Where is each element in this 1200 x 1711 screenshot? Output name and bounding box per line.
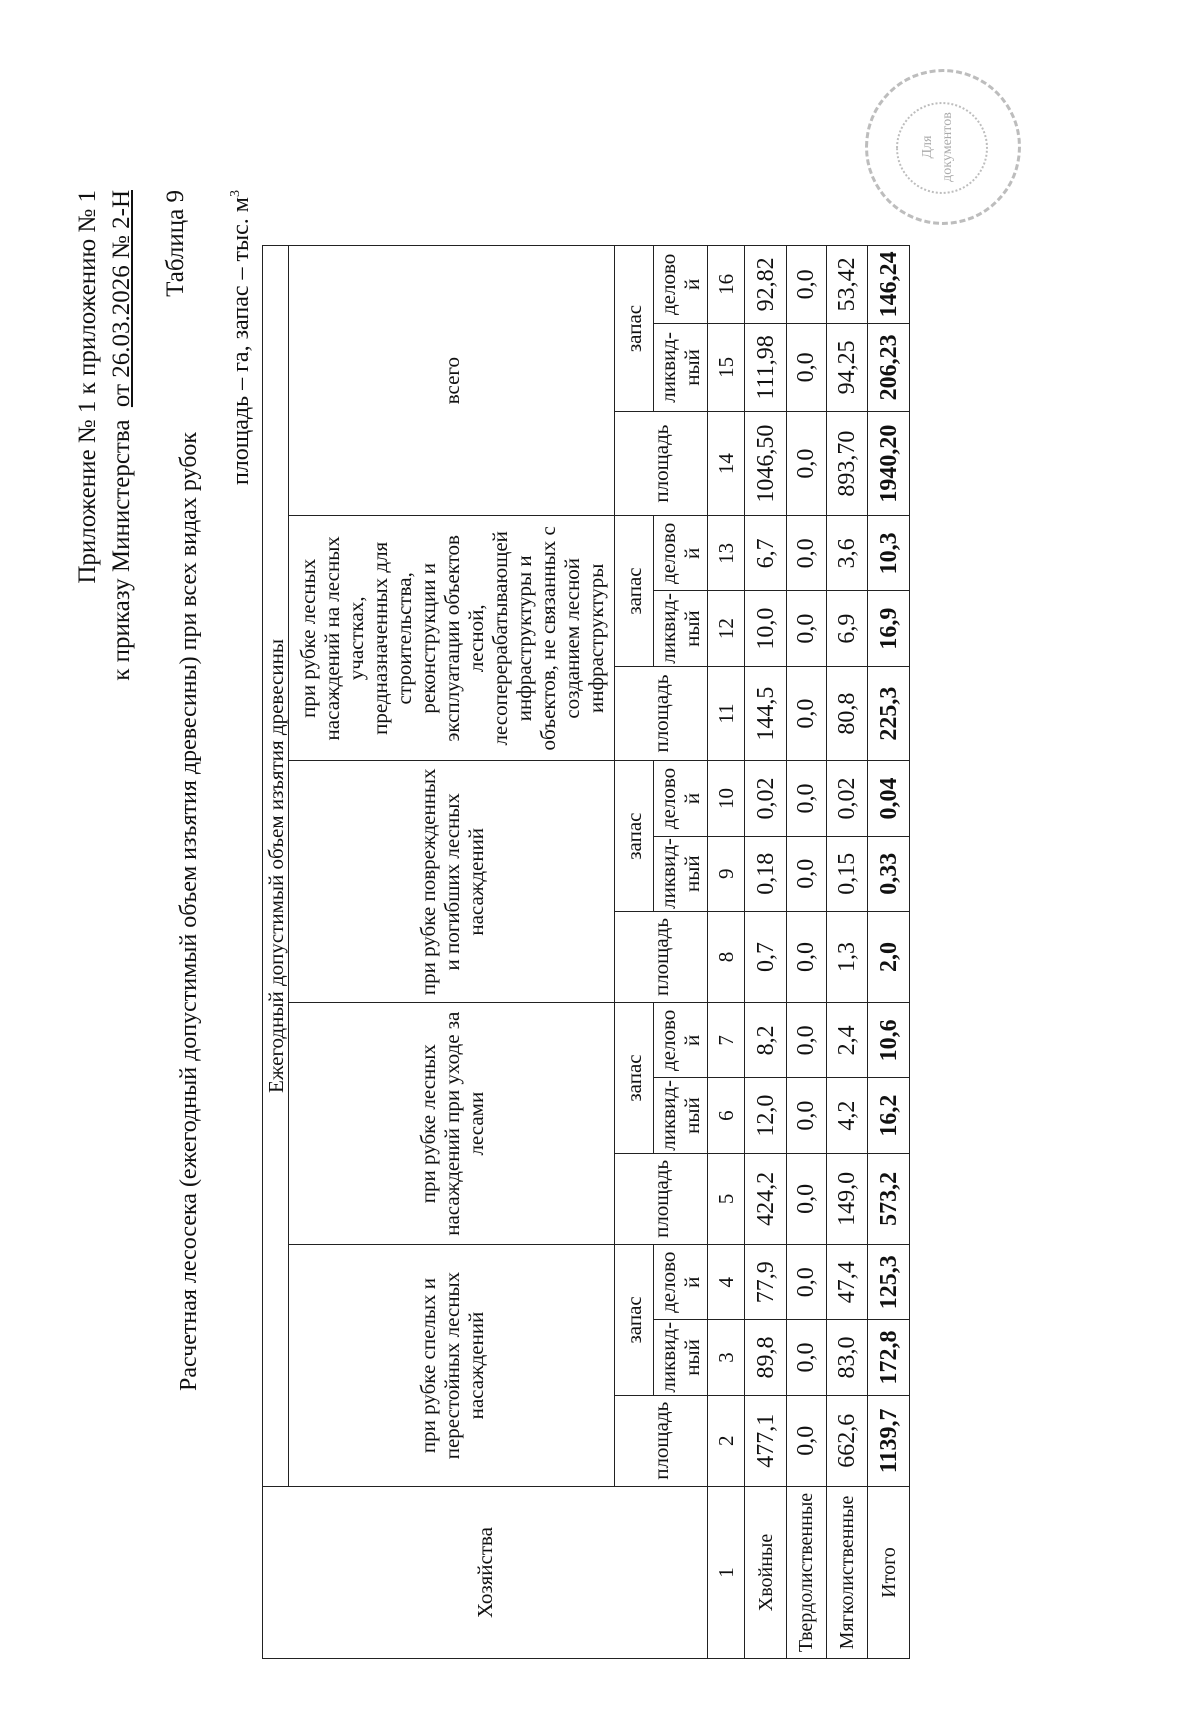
table-cell: 94,25 (826, 323, 868, 411)
table-row (826, 246, 868, 1659)
row-name: Хвойные (745, 1486, 787, 1658)
column-number: 13 (707, 516, 745, 591)
table-cell: 1,3 (826, 911, 868, 1002)
table-cell: 0,0 (787, 411, 827, 515)
liquid-header: ликвид-ный (653, 1320, 707, 1395)
column-number: 9 (707, 836, 745, 911)
column-number: 1 (707, 1486, 745, 1658)
commercial-header: делово й (653, 761, 707, 836)
stock-header: запас (615, 246, 654, 412)
area-header: площадь (615, 666, 708, 761)
cat-construction-header: при рубке лесных насаждений на лесных участках, предназначенных для строительства, реконструкции и эксплуатации объектов лесной, лесоперерабатывающей инфраструктуры и объектов, не связанных с созданием лесной инфраструктуры (289, 516, 615, 761)
table-cell: 77,9 (745, 1245, 787, 1320)
table-cell: 662,6 (826, 1395, 868, 1486)
table-cell: 0,0 (787, 246, 827, 324)
area-header: площадь (615, 1395, 708, 1486)
column-number: 7 (707, 1003, 745, 1078)
table-cell: 0,02 (745, 761, 787, 836)
column-number-row (707, 246, 745, 1659)
column-number: 14 (707, 411, 745, 515)
column-number: 16 (707, 246, 745, 324)
order-date: от 26.03.2026 № 2-Н (108, 190, 135, 408)
table-cell: 0,7 (745, 911, 787, 1002)
table-cell: 0,0 (787, 323, 827, 411)
table-cell: 80,8 (826, 666, 868, 761)
table-row (745, 246, 787, 1659)
table-cell: 424,2 (745, 1153, 787, 1244)
table-cell: 893,70 (826, 411, 868, 515)
area-header: площадь (615, 411, 708, 515)
row-name: Мягколиственные (826, 1486, 868, 1658)
area-header: площадь (615, 1153, 708, 1244)
table-cell: 125,3 (868, 1245, 910, 1320)
table-cell: 16,9 (868, 591, 910, 666)
table-cell: 225,3 (868, 666, 910, 761)
table-cell: 2,0 (868, 911, 910, 1002)
column-number: 15 (707, 323, 745, 411)
table-cell: 53,42 (826, 246, 868, 324)
table-cell: 10,6 (868, 1003, 910, 1078)
table-cell: 83,0 (826, 1320, 868, 1395)
stamp-text: документов (940, 112, 955, 182)
column-number: 11 (707, 666, 745, 761)
table-cell: 10,0 (745, 591, 787, 666)
column-number: 12 (707, 591, 745, 666)
table-cell: 1046,50 (745, 411, 787, 515)
table-cell: 0,0 (787, 1320, 827, 1395)
stock-header: запас (615, 1003, 654, 1154)
cat-damaged-header: при рубке поврежденных и погибших лесных насаждений (289, 761, 615, 1003)
table-cell: 8,2 (745, 1003, 787, 1078)
stock-header: запас (615, 1245, 654, 1396)
units-note (228, 190, 255, 485)
column-number: 4 (707, 1245, 745, 1320)
order-reference-line (106, 190, 137, 681)
table-cell: 0,02 (826, 761, 868, 836)
commercial-header: делово й (653, 516, 707, 591)
document-title: Расчетная лесосека (ежегодный допустимый объем изъятия древесины) при всех видах рубок (176, 431, 202, 1391)
commercial-header: делово й (653, 1003, 707, 1078)
table-cell: 477,1 (745, 1395, 787, 1486)
liquid-header: ликвид-ный (653, 591, 707, 666)
table-cell: 6,7 (745, 516, 787, 591)
stamp-text: Для (920, 135, 935, 159)
liquid-header: ликвид-ный (653, 323, 707, 411)
units-text: площадь – га, запас – тыс. м (228, 197, 254, 486)
commercial-header: делово й (653, 1245, 707, 1320)
table-cell: 0,0 (787, 516, 827, 591)
cat-mature-header: при рубке спелых и перестойных лесных насаждений (289, 1245, 615, 1487)
table-cell: 1940,20 (868, 411, 910, 515)
table-cell: 2,4 (826, 1003, 868, 1078)
column-number: 5 (707, 1153, 745, 1244)
table-cell: 4,2 (826, 1078, 868, 1153)
liquid-header: ликвид-ный (653, 1078, 707, 1153)
table-cell: 92,82 (745, 246, 787, 324)
liquid-header: ликвид-ный (653, 836, 707, 911)
table-cell: 206,23 (868, 323, 910, 411)
table-cell: 10,3 (868, 516, 910, 591)
commercial-header: делово й (653, 246, 707, 324)
table-cell: 89,8 (745, 1320, 787, 1395)
table-cell: 0,0 (787, 1003, 827, 1078)
table-cell: 0,0 (787, 666, 827, 761)
table-cell: 6,9 (826, 591, 868, 666)
table-cell: 3,6 (826, 516, 868, 591)
allowable-cut-table (262, 245, 910, 1659)
table-cell: 16,2 (868, 1078, 910, 1153)
appendix-line: Приложение № 1 к приложению № 1 (74, 190, 101, 584)
total-row (868, 246, 910, 1659)
table-cell: 172,8 (868, 1320, 910, 1395)
table-cell: 0,0 (787, 1153, 827, 1244)
table-cell: 146,24 (868, 246, 910, 324)
stock-header: запас (615, 761, 654, 912)
table-cell: 149,0 (826, 1153, 868, 1244)
column-number: 6 (707, 1078, 745, 1153)
table-cell: 0,15 (826, 836, 868, 911)
table-cell: 0,0 (787, 911, 827, 1002)
table-cell: 12,0 (745, 1078, 787, 1153)
area-header: площадь (615, 911, 708, 1002)
cat-total-header: всего (289, 246, 615, 516)
farms-header: Хозяйства (263, 1486, 708, 1658)
cat-care-header: при рубке лесных насаждений при уходе за лесами (289, 1003, 615, 1245)
column-number: 10 (707, 761, 745, 836)
table-row (787, 246, 827, 1659)
table-cell: 0,04 (868, 761, 910, 836)
table-cell: 0,0 (787, 591, 827, 666)
table-cell: 0,0 (787, 836, 827, 911)
official-stamp (865, 69, 1021, 225)
table-cell: 0,0 (787, 1395, 827, 1486)
row-name: Итого (868, 1486, 910, 1658)
table-cell: 0,33 (868, 836, 910, 911)
table-cell: 0,0 (787, 1078, 827, 1153)
group-header: Ежегодный допустимый объем изъятия древесины (263, 246, 289, 1487)
table-cell: 573,2 (868, 1153, 910, 1244)
column-number: 8 (707, 911, 745, 1002)
table-cell: 0,18 (745, 836, 787, 911)
order-prefix: к приказу Министерства (108, 419, 135, 681)
table-cell: 144,5 (745, 666, 787, 761)
table-number: Таблица 9 (162, 190, 189, 297)
row-name: Твердолиственные (787, 1486, 827, 1658)
units-superscript: 3 (228, 190, 243, 197)
table-cell: 0,0 (787, 761, 827, 836)
column-number: 2 (707, 1395, 745, 1486)
stock-header: запас (615, 516, 654, 667)
table-cell: 0,0 (787, 1245, 827, 1320)
table-cell: 1139,7 (868, 1395, 910, 1486)
table-cell: 111,98 (745, 323, 787, 411)
column-number: 3 (707, 1320, 745, 1395)
table-cell: 47,4 (826, 1245, 868, 1320)
